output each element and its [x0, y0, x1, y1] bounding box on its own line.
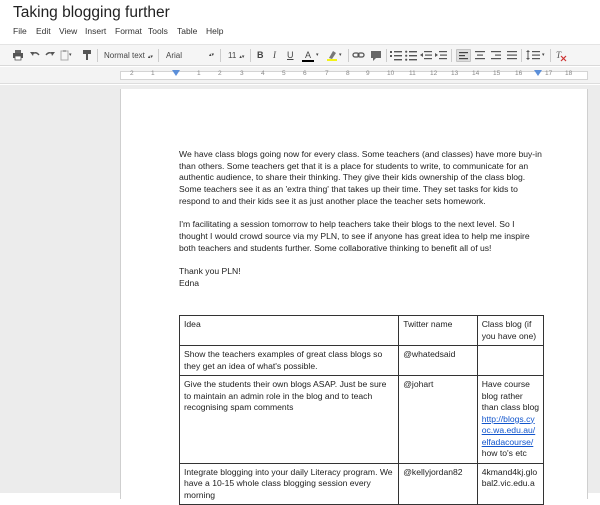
toolbar-divider	[250, 49, 251, 62]
toolbar-divider	[550, 49, 551, 62]
ruler-mark: 18	[565, 70, 573, 77]
ruler-mark: 7	[325, 70, 329, 77]
align-left-icon[interactable]	[456, 49, 471, 62]
ruler-mark: 9	[366, 70, 370, 77]
menu-table[interactable]: Table	[177, 26, 198, 36]
align-justify-icon[interactable]	[506, 49, 518, 62]
header-idea: Idea	[180, 316, 399, 346]
ruler-mark: 1	[151, 70, 155, 77]
ruler-mark: 15	[493, 70, 501, 77]
font-select-value: Arial	[166, 51, 183, 60]
document-page[interactable]	[120, 89, 588, 499]
ruler-mark: 17	[545, 70, 553, 77]
comment-icon[interactable]	[370, 49, 382, 62]
ruler	[0, 67, 600, 84]
table-row	[180, 376, 544, 464]
toolbar-divider	[386, 49, 387, 62]
paragraph: I'm facilitating a session tomorrow to help teachers take their blogs to the next level. So I thought I would crowd source via my PLN, to see if anyone has great idea to help me inspire both teachers and students further. Some collaborative thinking to benefit all of us!	[179, 219, 530, 253]
ruler-mark: 1	[197, 70, 201, 77]
table-row	[180, 346, 544, 376]
left-indent-marker-icon[interactable]	[172, 70, 180, 76]
toolbar-divider	[521, 49, 522, 62]
ideas-table[interactable]	[179, 315, 544, 505]
idea-cell: Show the teachers examples of great class blogs so they get an idea of what's possible.	[180, 346, 399, 376]
paint-format-icon[interactable]	[81, 49, 93, 62]
ruler-mark: 11	[409, 70, 416, 77]
italic-icon[interactable]: I	[273, 50, 276, 60]
toolbar-divider	[97, 49, 98, 62]
text-color-swatch	[302, 60, 314, 62]
font-size-select[interactable]: 11 ▴▾	[228, 49, 244, 62]
paragraph: We have class blogs going now for every class. Some teachers (and classes) have more buy-in than others. Some teachers get that it is a place for students to write, to communicate for an authentic audience, to share their thinking. They give their kids ownership of the class blog. Some teachers see it as an 'extra thing' that takes up their time. They set tasks for kids to respond to and their kids see it as just another place the teacher sets homework.	[179, 149, 542, 206]
twitter-cell: @johart	[399, 376, 477, 464]
menu-edit[interactable]: Edit	[36, 26, 51, 36]
svg-text:T: T	[556, 50, 562, 60]
text-color-letter: A	[304, 50, 311, 60]
toolbar-divider	[348, 49, 349, 62]
menu-bar	[0, 26, 600, 40]
ruler-mark: 2	[130, 70, 134, 77]
blog-text: Have course blog rather than class blog	[481, 379, 540, 412]
signoff: Thank you PLN!	[179, 266, 241, 276]
title-bar	[0, 0, 600, 24]
blog-suffix: how to's etc	[481, 448, 527, 458]
twitter-cell: @kellyjordan82	[399, 463, 477, 505]
menu-tools[interactable]: Tools	[148, 26, 168, 36]
ruler-mark: 2	[218, 70, 222, 77]
blog-cell	[477, 346, 543, 376]
ruler-mark: 3	[240, 70, 244, 77]
menu-insert[interactable]: Insert	[85, 26, 107, 36]
table-header-row	[180, 316, 544, 346]
document-title[interactable]: Taking blogging further	[13, 4, 170, 21]
align-right-icon[interactable]	[490, 49, 502, 62]
twitter-cell: @whatedsaid	[399, 346, 477, 376]
numbered-list-icon[interactable]	[390, 49, 402, 62]
clear-formatting-icon[interactable]	[555, 49, 567, 62]
link-icon[interactable]	[352, 49, 365, 62]
menu-format[interactable]: Format	[115, 26, 142, 36]
blog-cell	[477, 463, 543, 505]
menu-view[interactable]: View	[59, 26, 78, 36]
text-color-icon[interactable]	[301, 49, 315, 62]
bulleted-list-icon[interactable]	[405, 49, 417, 62]
toolbar-divider	[158, 49, 159, 62]
underline-icon[interactable]: U	[287, 50, 294, 60]
signature: Edna	[179, 277, 200, 288]
menu-help[interactable]: Help	[206, 26, 224, 36]
header-blog: Class blog (if you have one)	[477, 316, 543, 346]
document-body[interactable]	[179, 149, 544, 301]
print-icon[interactable]	[12, 49, 24, 62]
font-select[interactable]	[166, 49, 216, 62]
redo-icon[interactable]	[44, 49, 56, 62]
highlight-dropdown-icon[interactable]: ▾	[339, 52, 342, 58]
style-select[interactable]: Normal text ▴▾	[104, 49, 153, 62]
table-row	[180, 463, 544, 505]
toolbar-divider	[220, 49, 221, 62]
ruler-mark: 14	[472, 70, 480, 77]
align-center-icon[interactable]	[474, 49, 486, 62]
right-indent-marker-icon[interactable]	[534, 70, 542, 76]
undo-icon[interactable]	[29, 49, 41, 62]
toolbar-divider	[451, 49, 452, 62]
toolbar	[0, 44, 600, 66]
line-spacing-dropdown-icon[interactable]: ▾	[542, 52, 545, 58]
blog-cell	[477, 376, 543, 464]
ruler-mark: 5	[282, 70, 286, 77]
ruler-mark: 12	[430, 70, 438, 77]
idea-cell: Give the students their own blogs ASAP. Just be sure to maintain an admin role in the blog and to teach recognising spam comments	[180, 376, 399, 464]
idea-cell: Integrate blogging into your daily Literacy program. We have a 10-15 whole class blogging session every morning	[180, 463, 399, 505]
highlight-icon[interactable]	[326, 49, 338, 62]
ruler-mark: 16	[515, 70, 523, 77]
increase-indent-icon[interactable]	[435, 49, 447, 62]
text-color-dropdown-icon[interactable]: ▾	[316, 52, 319, 58]
ruler-mark: 4	[261, 70, 265, 77]
bold-icon[interactable]: B	[257, 50, 264, 60]
menu-file[interactable]: File	[13, 26, 27, 36]
ruler-mark: 8	[346, 70, 350, 77]
ruler-mark: 6	[303, 70, 307, 77]
blog-text: 4kmand4kj.global2.vic.edu.a	[481, 466, 538, 488]
ruler-mark: 10	[387, 70, 395, 77]
clipboard-dropdown-icon[interactable]: ▾	[69, 52, 72, 58]
line-spacing-icon[interactable]	[526, 49, 540, 62]
ruler-mark: 13	[451, 70, 459, 77]
decrease-indent-icon[interactable]	[420, 49, 432, 62]
header-twitter: Twitter name	[399, 316, 477, 346]
document-canvas	[0, 85, 600, 500]
font-select-arrow-icon: ▴▾	[208, 52, 214, 58]
blog-link[interactable]: http://blogs.cyoc.wa.edu.au/elfadacourse/	[481, 413, 536, 447]
